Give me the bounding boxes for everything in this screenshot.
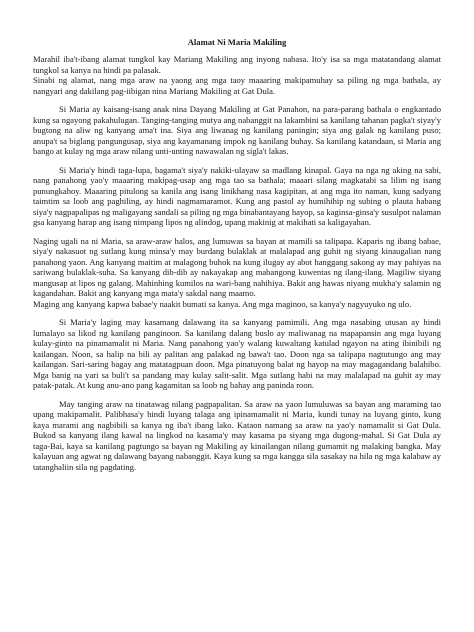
paragraph-6	[33, 399, 441, 473]
paragraph-4	[33, 236, 441, 310]
paragraph-5	[33, 317, 441, 391]
paragraph-text: May tanging araw na tinatawag nilang pagpapalitan. Sa araw na yaon lumuluwas sa bayan ang maraming tao upang makipamalit. Palibhasa'y hindi luyang talaga ang ipinamamalit ni Maria, kundi tunay na luyang ginto, kung kaya marami ang nagbibili sa kanya ng iba't ibang lako. Kataon namang sa araw na yao'y namamalit si Gat Dula. Bukod sa kanyang ilang kawal na lingkod na kasama'y may kasama pa siyang mga dugong-mahal. Si Gat Dula ay taga-Bai, kaya sa kanilang pagtungo sa bayan ng Makiling ay kinailangan nilang gumamit ng malaking bangka. May kalayuan ang agwat ng dalawang bayang nabanggit. Kaya kung sa mga kangga sila sasakay na hila ng mga kalabaw ay tatanghaliin sila ng pagdating.	[33, 398, 441, 472]
paragraph-text: Si Maria ay kaisang-isang anak nina Dayang Makiling at Gat Panahon, na para-parang bathala o engkantado kung sa ngayong pakahulugan. Tanging-tanging mutya ang nabanggit na lakambini sa kanilang tahanan pagka't siyay'y bugtong na aliw ng kanyang ama't ina. Siya ang liwanag ng kanilang paningin; siya ang galak ng kanilang puso; anupa't sa biglang pangungusap, siya ang kayamanang impok ng kanilang buhay. Sa kanilang katandaan, si Maria ang bango at kulay ng mga araw nilang unti-unting nawawalan ng sigla't lakas.	[33, 104, 441, 156]
paragraph-text: Marahil iba't-ibang alamat tungkol kay Mariang Makiling ang inyong nabasa. Ito'y isa sa mga matatandang alamat tungkol sa kanya na hindi pa palasak.	[33, 54, 441, 75]
paragraph-text: Maging ang kanyang kapwa babae'y naakit bumati sa kanya. Ang mga maginoo, sa kanya'y nagyuyuko ng ulo.	[33, 298, 412, 309]
paragraph-text: Sinabi ng alamat, nang mga araw na yaong ang mga taoy maaaring makipamuhay sa piling ng mga bathala, ay nangyari ang dakilang pag-iibigan nina Mariang Makiling at Gat Dula.	[33, 75, 441, 96]
paragraph-1	[33, 54, 441, 96]
paragraph-2	[33, 104, 441, 157]
paragraph-text: Si Maria'y hindi taga-lupa, bagama't siya'y nakiki-ulayaw sa madlang kinapal. Gaya na nga ng aking na sabi, nang panahong yao'y maaaring makipag-usap ang mga tao sa bathala; maaari silang magkatabi sa lilim ng isang punungkahoy. Maaaring pitulong sa kanila ang isang linikhang nasa kagipitan, at ang mga ito naman, kung sadyang taimtim sa loob ang paghiling, ay hindi nagmamaramot. Kung ang pastol ay humihihip ng subing o plauta habang siya'y nagpapalipas ng maligayang sandali sa piling ng mga binabantayang hayop, sa kaginsa-ginsa'y susulpot nalaman gsa kanyang harap ang isang nimpang lipos ng alindog, upang makinig at makihati sa kaligayahan.	[33, 164, 441, 227]
paragraph-text: Si Maria'y laging may kasamang dalawang ita sa kanyang pamimili. Ang mga nasabing utusan ay hindi lumalayo sa likod ng kanilang panginoon. Sa kanilang dalang buslo ay maliwanag na mapapansin ang mga luyang kulay-ginto na pinamamalit ni Maria. Nang panahong yao'y walang kuwaltang katulad ngayon na ating ibinibili ng kailangan. Noon, sa halip na bili ay palitan ang palakad ng bawa't tao. Doon nga sa talipapa nagtutungo ang may kailangan. Sari-saring bagay ang matatagpuan doon. Mga pinatuyong balat ng hayop na may magagandang balahibo. Mga banig na yari sa buli't sa pandang may kulay salit-salit. Mga sutlang habi na may malalapad na guhit ay may patak-patak. At kung anu-ano pang kagamitan sa loob ng bahay ang paninda roon.	[33, 317, 441, 390]
paragraph-text: Naging ugali na ni Maria, sa araw-araw halos, ang lumuwas sa bayan at mamili sa talipapa. Kaparis ng ibang babae, siya'y nakasuot ng sutlang kung minsa'y may burdang bulaklak at malalapad ang guhit ng siyang kinaugalian nang panahong yaon. Ang kanyang maitim at malagong buhok na kung ilugay ay abot hanggang sakong ay may pahiyas na sariwang bulaklak-suha. Sa kanyang dib-dib ay nakayakap ang mabangong kuwentas ng ilang-ilang. Magiliw siyang mangusap at lipos ng galang. Mahinhing kumilos na wari-bang nahihiya. Bakit ang hawas niyang mukha'y salamin ng kagandahan. Bakit ang kanyang mga mata'y sakdal nang maamo.	[33, 235, 441, 298]
document-title: Alamat Ni Maria Makiling	[187, 37, 287, 47]
paragraph-3	[33, 165, 441, 228]
